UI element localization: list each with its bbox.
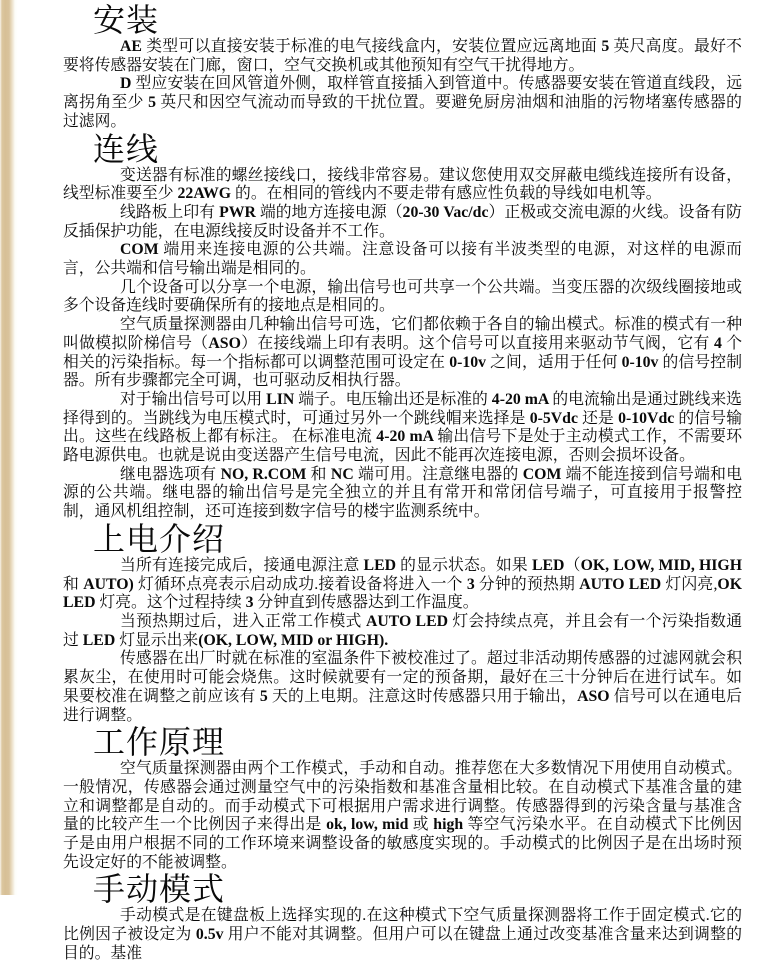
- latin-bold-run: high: [433, 816, 468, 834]
- text-run: 灯循环点亮表示启动成功.接着设备将进入一个: [138, 575, 467, 593]
- text-run: 用户不能对其调整。但用户可以在键盘上通过改变基准含量来达到调整的目的。基准: [63, 926, 743, 962]
- text-run: 的信号控制器。所有步骤都完全可调，也可驱动反相执行器。: [63, 353, 742, 390]
- latin-bold-run: LED: [531, 556, 565, 574]
- latin-bold-run: (OK, LOW, MID or HIGH).: [198, 631, 389, 649]
- latin-bold-run: 4-20 mA: [376, 428, 438, 446]
- paragraph: [63, 75, 742, 131]
- text-run: 信号可以在通电后进行调整。: [63, 687, 742, 724]
- doc-section: [63, 522, 742, 725]
- latin-bold-run: OK, LOW, MID, HIGH: [580, 556, 743, 574]
- latin-bold-run: 4: [713, 334, 727, 352]
- text-run: 当所有连接完成后，接通电源注意: [120, 556, 364, 574]
- latin-bold-run: D: [120, 75, 136, 93]
- latin-bold-run: ok, low, mid: [326, 816, 413, 834]
- paragraph: [63, 204, 742, 241]
- section-heading: 上电介绍: [93, 520, 226, 557]
- latin-bold-run: 3: [466, 575, 479, 593]
- latin-bold-run: LED: [363, 556, 401, 574]
- latin-bold-run: COM: [120, 241, 164, 259]
- paragraph: [63, 241, 742, 278]
- text-run: 或: [412, 816, 434, 834]
- text-run: 分钟直到传感器达到工作温度。: [257, 594, 479, 612]
- latin-bold-run: 4-20 mA: [491, 390, 553, 408]
- doc-section: [63, 872, 742, 963]
- page-edge-stripe: [0, 0, 18, 895]
- latin-bold-run: OK LED: [63, 575, 742, 612]
- latin-bold-run: 0-10Vdc: [618, 409, 679, 427]
- text-run: 端子。电压输出还是标准的: [298, 390, 492, 408]
- section-heading: 工作原理: [93, 724, 226, 761]
- text-run: （: [564, 556, 581, 574]
- paragraph: [63, 557, 742, 613]
- section-heading: 连线: [93, 130, 160, 167]
- paragraph: [63, 38, 742, 75]
- text-run: 的。在相同的管线内不要走带有感应性负载的导线如电机等。: [235, 185, 662, 203]
- text-run: 和: [63, 575, 84, 593]
- text-run: 变送器有标准的螺丝接线口，接线非常容易。建议您使用双交屏蔽电缆线连接所有设备，线型标准要至少: [63, 166, 742, 203]
- latin-bold-run: 5: [148, 94, 161, 112]
- latin-bold-run: AUTO LED: [365, 612, 453, 630]
- text-run: 英尺和因空气流动而导致的干扰位置。要避免厨房油烟和油脂的污物堵塞传感器的过滤网。: [63, 94, 742, 130]
- text-run: 当预热期过后，进入正常工作模式: [120, 612, 366, 630]
- doc-section: [63, 132, 742, 522]
- text-run: 几个设备可以分享一个电源，输出信号也可共享一个公共端。当变压器的次级线圈接地或多个设备连线时要确保所有的接地点是相同的。: [63, 278, 742, 315]
- text-run: 的信号输出。这些在线路板上都有标注。 在标准电流: [63, 409, 742, 446]
- paragraph: [63, 907, 742, 963]
- text-run: ）正极或交流电源的火线。设备有防反插保护功能，在电源线接反时设备并不工作。: [63, 203, 742, 240]
- paragraph: [63, 316, 742, 391]
- latin-bold-run: 0-10v: [449, 353, 491, 371]
- text-run: 的电流输出是通过跳线来选择得到的。当跳线为电压模式时，可通过另外一个跳线帽来选择是: [63, 390, 742, 427]
- text-run: 的显示状态。如果: [400, 556, 532, 574]
- text-run: 对于输出信号可以用: [120, 390, 267, 408]
- text-run: 个相关的污染指标。每一个指标都可以调整范围可设定在: [63, 334, 742, 371]
- text-run: 灯会持续点亮，并且会有一个污染指数通过: [63, 612, 742, 649]
- text-run: 端的地方连接电源（: [259, 203, 403, 221]
- latin-bold-run: AUTO): [83, 575, 138, 593]
- doc-section: [63, 725, 742, 872]
- latin-bold-run: 3: [245, 594, 258, 612]
- text-run: 天的上电期。注意这时传感器只用于输出，: [272, 687, 578, 705]
- text-run: 类型可以直接安装于标准的电气接线盒内，安装位置应远离地面: [146, 38, 602, 55]
- text-run: 端用来连接电源的公共端。注意设备可以接有半波类型的电源，对这样的电源而言，公共端和信号输出端是相同的。: [63, 241, 742, 278]
- latin-bold-run: 0-10v: [621, 353, 663, 371]
- doc-section: [63, 3, 742, 132]
- text-run: 之间，适用于任何: [490, 353, 622, 371]
- latin-bold-run: NC: [330, 465, 358, 483]
- text-run: 灯亮。这个过程持续: [99, 594, 246, 612]
- text-run: 灯显示出来: [119, 631, 199, 649]
- document-body: [63, 0, 742, 964]
- text-run: 空气质量探测器由几种输出信号可选，它们都依赖于各自的输出模式。标准的模式有一种叫做模拟阶梯信号（: [63, 316, 742, 352]
- latin-bold-run: 5: [259, 687, 272, 705]
- paragraph: [63, 279, 742, 316]
- text-run: 端不能连接到信号端和电源的公共端。继电器的输出信号是完全独立的并且有常开和常闭信号端子，可直接用于报警控制，通风机组控制，还可连接到数字信号的楼宇监测系统中。: [63, 465, 742, 521]
- text-run: 型应安装在回风管道外侧，取样管直接插入到管道中。传感器要安装在管道直线段，远离拐角至少: [63, 75, 742, 112]
- latin-bold-run: 0-5Vdc: [529, 409, 583, 427]
- latin-bold-run: 20-30 Vac/dc: [402, 203, 489, 221]
- text-run: 空气质量探测器由两个工作模式，手动和自动。推荐您在大多数情况下用使用自动模式。一般情况，传感器会通过测量空气中的污染指数和基准含量相比较。在自动模式下基准含量的建立和调整都是自动的。而手动模式下可根据用户需求进行调整。传感器得到的污染含量与基准含量的比较产生一个比例因子来得出是: [63, 760, 742, 834]
- paragraph: [63, 466, 742, 522]
- latin-bold-run: 5: [601, 38, 614, 55]
- latin-bold-run: NO, R.COM: [220, 465, 311, 483]
- latin-bold-run: AUTO LED: [579, 575, 666, 593]
- text-run: 英尺高度。最好不要将传感器安装在门廊，窗口，空气交换机或其他预知有空气干扰得地方。: [63, 38, 742, 74]
- text-run: 等空气污染水平。在自动模式下比例因子是由用户根据不同的工作环境来调整设备的敏感度实现的。手动模式的比例因子是在出场时预先设定好的不能被调整。: [63, 816, 742, 871]
- text-run: 输出信号下是处于主动模式工作，不需要环路电源供电。也就是说由变送器产生信号电流，因此不能再次连接电源，否则会损坏设备。: [63, 428, 742, 465]
- latin-bold-run: 22AWG: [177, 185, 236, 203]
- paragraph: [63, 391, 742, 466]
- text-run: ）在接线端上印有表明。这个信号可以直接用来驱动节气阀，它有: [240, 334, 714, 352]
- text-run: 分钟的预热期: [478, 575, 580, 593]
- latin-bold-run: ASO: [208, 334, 241, 352]
- text-run: 端可用。注意继电器的: [357, 465, 523, 483]
- text-run: 线路板上印有: [120, 203, 220, 221]
- latin-bold-run: AE: [120, 38, 147, 55]
- text-run: 传感器在出厂时就在标准的室温条件下被校准过了。超过非活动期传感器的过滤网就会积累灰尘，在使用时可能会烧焦。这时候就要有一定的预备期，最好在三十分钟后在进行试车。如果要校准在调整之前应该有: [63, 650, 742, 705]
- text-run: 还是: [582, 409, 619, 427]
- latin-bold-run: LIN: [266, 390, 299, 408]
- latin-bold-run: 0.5v: [195, 926, 228, 944]
- latin-bold-run: ASO: [577, 687, 614, 705]
- paragraph: [63, 760, 742, 872]
- text-run: 继电器选项有: [120, 465, 221, 483]
- latin-bold-run: PWR: [219, 203, 260, 221]
- paragraph: [63, 167, 742, 204]
- section-heading: 安装: [93, 2, 160, 38]
- paragraph: [63, 613, 742, 650]
- section-heading: 手动模式: [93, 871, 226, 908]
- text-run: 手动模式是在键盘板上选择实现的.在这种模式下空气质量探测器将工作于固定模式.它的比例因子被设定为: [63, 907, 742, 944]
- text-run: 和: [310, 465, 331, 483]
- paragraph: [63, 650, 742, 725]
- latin-bold-run: LED: [82, 631, 120, 649]
- latin-bold-run: COM: [522, 465, 566, 483]
- text-run: 灯闪亮,: [665, 575, 718, 593]
